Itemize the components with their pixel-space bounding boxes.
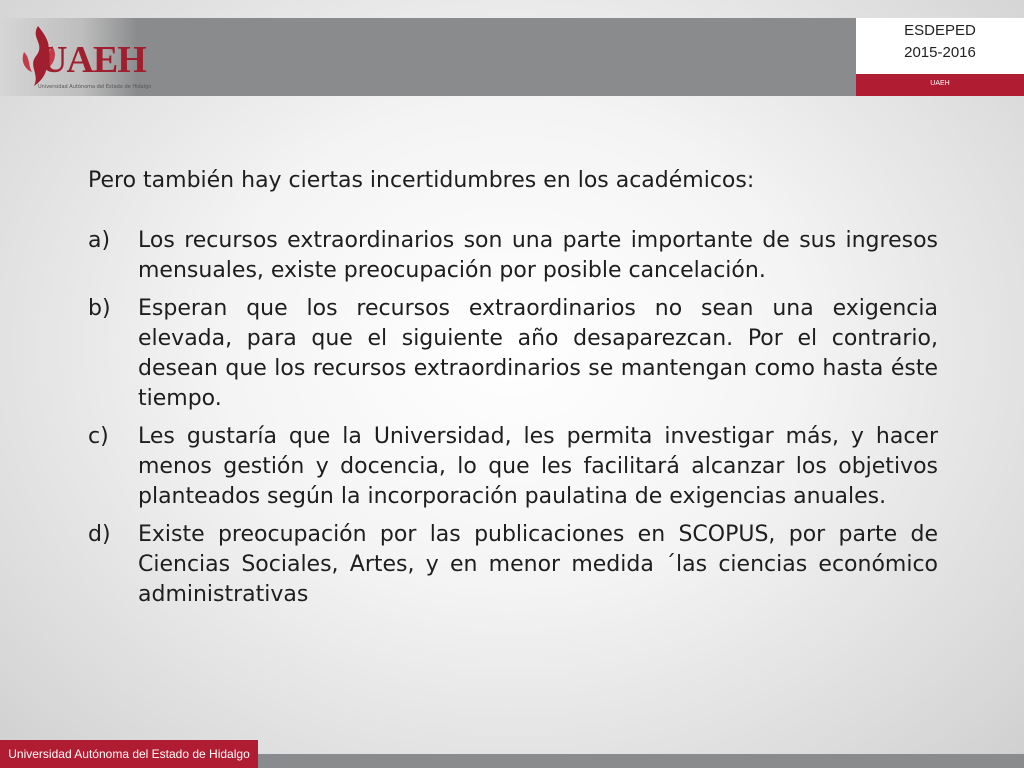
list-marker: a) — [88, 228, 111, 253]
concerns-list — [88, 226, 938, 610]
list-item-text: Esperan que los recursos extraordinarios no sean una exigencia elevada, para que el siguiente año desaparezcan. Por el contrario, desean que los recursos extraordinarios se mantengan como hasta éste tiempo. — [138, 296, 938, 411]
slide-body — [88, 166, 938, 618]
badge-title: ESDEPED — [904, 22, 976, 39]
list-marker: d) — [88, 522, 111, 547]
badge-years: 2015-2016 — [904, 44, 976, 61]
list-item — [88, 520, 938, 610]
list-marker: c) — [88, 424, 109, 449]
list-item-text: Los recursos extraordinarios son una parte importante de sus ingresos mensuales, existe preocupación por posible cancelación. — [138, 228, 938, 283]
list-item — [88, 294, 938, 414]
esdeped-badge — [856, 18, 1024, 96]
intro-text: Pero también hay ciertas incertidumbres en los académicos: — [88, 168, 755, 193]
list-item — [88, 226, 938, 286]
badge-strip — [856, 74, 1024, 96]
list-marker: b) — [88, 296, 111, 321]
list-item-text: Les gustaría que la Universidad, les permita investigar más, y hacer menos gestión y docencia, lo que les facilitará alcanzar los objetivos planteados según la incorporación paulatina de exigencias anuales. — [138, 424, 938, 509]
logo-wordmark: UAEH — [40, 39, 146, 81]
badge-small-label: UAEH — [930, 80, 950, 87]
uaeh-logo — [0, 18, 152, 96]
footer-university-label: Universidad Autónoma del Estado de Hidalgo — [0, 740, 258, 768]
list-item-text: Existe preocupación por las publicaciones en SCOPUS, por parte de Ciencias Sociales, Artes, y en menor medida ´las ciencias económico administrativas — [138, 522, 938, 607]
logo-subtitle: Universidad Autónoma del Estado de Hidalgo — [38, 84, 152, 90]
list-item — [88, 422, 938, 512]
